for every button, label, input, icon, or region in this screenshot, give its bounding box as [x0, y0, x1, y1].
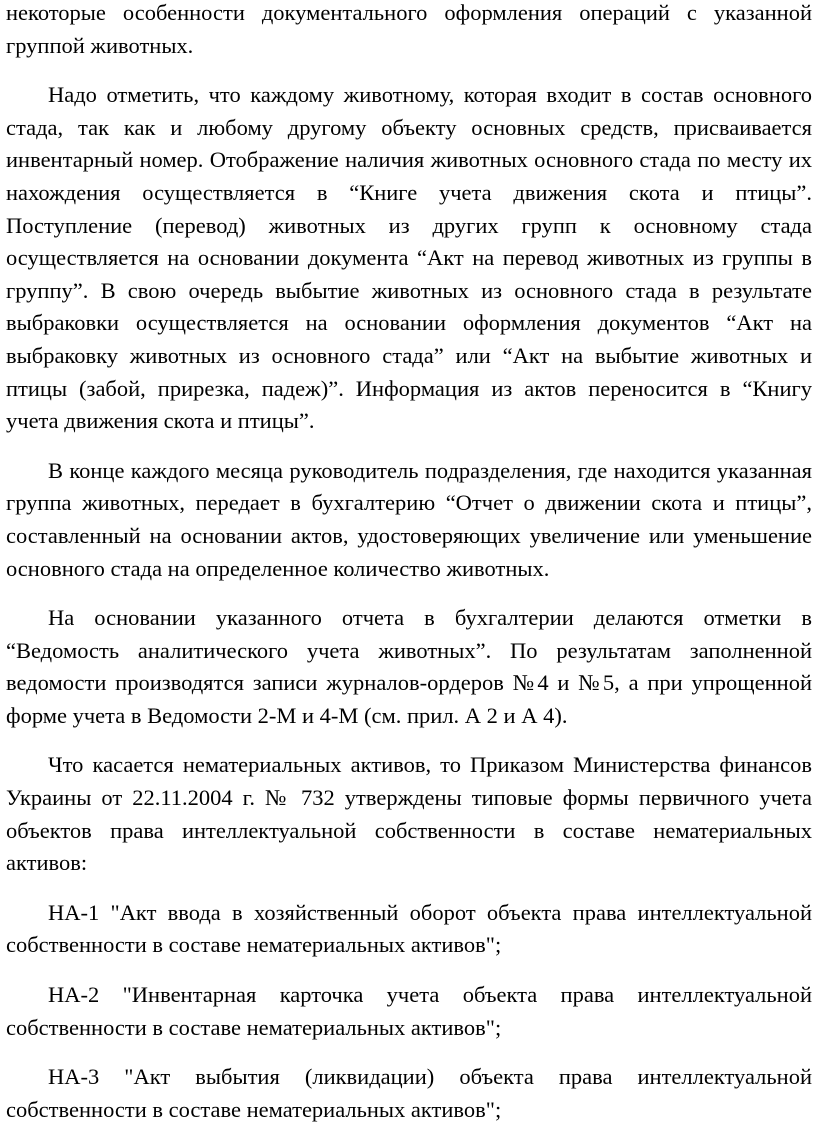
- paragraph-accounting-ledger: На основании указанного отчета в бухгалтерии делаются отметки в “Ведомость аналитического учета животных”. По результатам заполненной ведомости производятся записи журналов-ордеров №4 и №5, а при упрощенной форме учета в Ведомости 2-М и 4-М (см. прил. А 2 и А 4).: [6, 605, 812, 728]
- paragraph-intangible-assets: Что касается нематериальных активов, то Приказом Министерства финансов Украины от 22.11.2004 г. № 732 утверждены типовые формы первичного учета объектов права интеллектуальной собственности в составе нематериальных активов:: [6, 752, 812, 876]
- paragraph-continuation: некоторые особенности документального оформления операций с указанной группой животных.: [6, 0, 812, 58]
- paragraph-main-herd-inventory: Надо отметить, что каждому животному, которая входит в состав основного стада, так как и любому другому объекту основных средств, присваивается инвентарный номер. Отображение наличия животных основного стада по месту их нахождения осуществляется в “Книге учета движения скота и птицы”. Поступление (перевод) животных из других групп к основному стада осуществляется на основании документа “Акт на перевод животных из группы в группу”. В свою очередь выбытие животных из основного стада в результате выбраковки осуществляется на основании оформления документов “Акт на выбраковку животных из основного стада” или “Акт на выбытие животных и птицы (забой, прирезка, падеж)”. Информация из актов переносится в “Книгу учета движения скота и птицы”.: [6, 82, 812, 434]
- paragraph-form-na3: НА-3 "Акт выбытия (ликвидации) объекта права интеллектуальной собственности в составе нематериальных активов";: [6, 1064, 812, 1122]
- paragraph-form-na2: НА-2 "Инвентарная карточка учета объекта права интеллектуальной собственности в составе нематериальных активов";: [6, 982, 812, 1040]
- paragraph-monthly-report: В конце каждого месяца руководитель подразделения, где находится указанная группа животных, передает в бухгалтерию “Отчет о движении скота и птицы”, составленный на основании актов, удостоверяющих увеличение или уменьшение основного стада на определенное количество животных.: [6, 457, 812, 581]
- paragraph-form-na1: НА-1 "Акт ввода в хозяйственный оборот объекта права интеллектуальной собственности в составе нематериальных активов";: [6, 899, 812, 958]
